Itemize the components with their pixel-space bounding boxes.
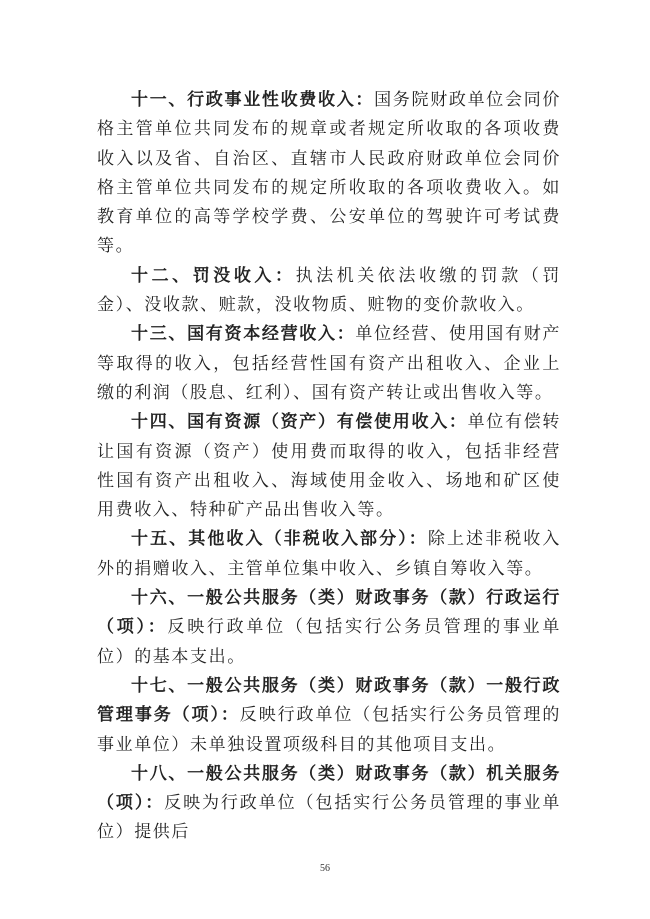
section-text: 除上述非税收入外的捐赠收入、主管单位集中收入、乡镇自筹收入等。: [97, 529, 561, 579]
section-text: 反映行政单位（包括实行公务员管理的事业单位）未单独设置项级科目的其他项目支出。: [97, 705, 561, 755]
section-heading: 十一、行政事业性收费收入：: [131, 90, 375, 110]
section-17: [97, 672, 561, 760]
page-number: 56: [320, 863, 330, 874]
section-13: [97, 320, 561, 408]
section-text: 执法机关依法收缴的罚款（罚金）、没收款、赃款，没收物质、赃物的变价款收入。: [97, 265, 561, 316]
section-text: 单位有偿转让国有资源（资产）使用费而取得的收入，包括非经营性国有资产出租收入、海域使用金收入、场地和矿区使用费收入、特种矿产品出售收入等。: [97, 412, 561, 521]
section-11: [97, 86, 561, 262]
section-text: 反映为行政单位（包括实行公务员管理的事业单位）提供后: [97, 793, 561, 843]
section-15: [97, 525, 561, 584]
section-text: 单位经营、使用国有财产等取得的收入，包括经营性国有资产出租收入、企业上缴的利润（股息、红利）、国有资产转让或出售收入等。: [97, 324, 562, 403]
section-heading: 十三、国有资本经营收入：: [131, 324, 356, 345]
section-text: 国务院财政单位会同价格主管单位共同发布的规章或者规定所收取的各项收费收入以及省、自治区、直辖市人民政府财政单位会同价格主管单位共同发布的规定所收取的各项收费收入。如教育单位的高等学校学费、公安单位的驾驶许可考试费等。: [97, 90, 561, 257]
section-text: 反映行政单位（包括实行公务员管理的事业单位）的基本支出。: [97, 617, 562, 667]
section-heading: 十二、罚没收入：: [131, 265, 296, 286]
document-body: [97, 86, 561, 848]
section-heading: 十五、其他收入（非税收入部分）：: [131, 529, 428, 550]
section-18: [97, 760, 561, 848]
section-16: [97, 584, 561, 672]
section-heading: 十四、国有资源（资产）有偿使用收入：: [131, 412, 468, 433]
section-14: [97, 408, 561, 525]
section-12: [97, 262, 561, 321]
section-heading: 十八、一般公共服务（类）财政事务（款）机关服务（项）：: [97, 763, 561, 814]
section-heading: 十六、一般公共服务（类）财政事务（款）行政运行（项）：: [97, 588, 561, 638]
section-heading: 十七、一般公共服务（类）财政事务（款）一般行政管理事务（项）：: [97, 675, 561, 726]
